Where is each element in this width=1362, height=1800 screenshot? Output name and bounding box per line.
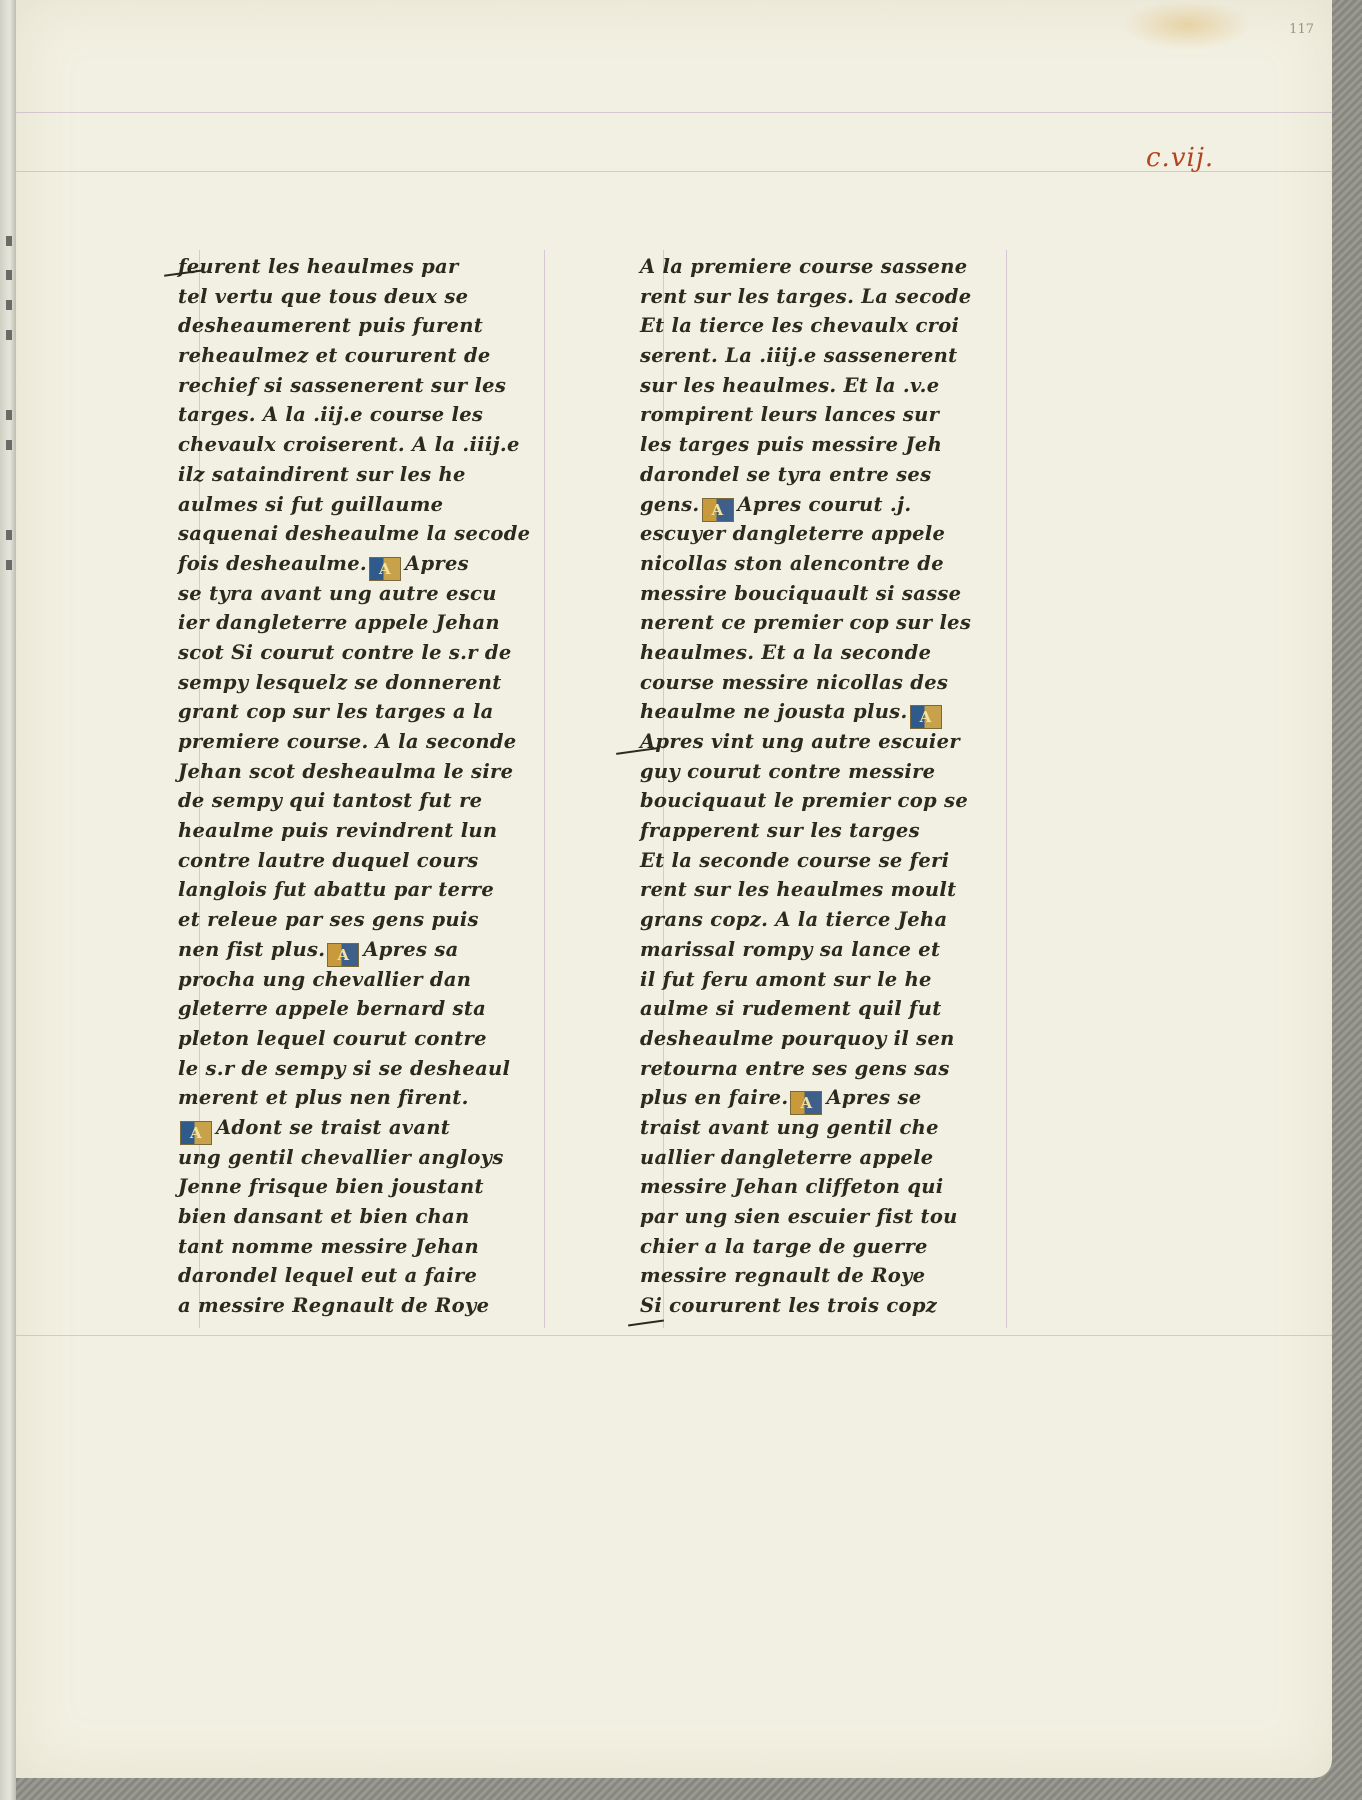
decorated-initial: A — [910, 705, 942, 729]
leaf-edge-mark — [6, 410, 12, 420]
text-line — [640, 1113, 1000, 1143]
line-text: saquenai desheaulme la secode — [178, 522, 531, 546]
leaf-edge-mark — [6, 560, 12, 570]
text-line — [178, 282, 538, 312]
text-line — [178, 490, 538, 520]
text-line — [640, 965, 1000, 995]
line-text: il fut feru amont sur le he — [640, 967, 932, 991]
text-line — [178, 1172, 538, 1202]
ruling-line — [544, 250, 545, 1328]
text-line — [640, 935, 1000, 965]
line-text: aulme si rudement quil fut — [640, 997, 942, 1021]
text-line — [640, 1202, 1000, 1232]
text-line — [640, 341, 1000, 371]
line-text: contre lautre duquel cours — [178, 848, 479, 872]
line-text: nicollas ston alencontre de — [640, 551, 944, 575]
line-text: nerent ce premier cop sur les — [640, 611, 972, 635]
line-text: ung gentil chevallier angloys — [178, 1145, 504, 1169]
text-line — [178, 400, 538, 430]
text-line — [178, 1054, 538, 1084]
ruling-line — [16, 171, 1332, 172]
text-line — [640, 668, 1000, 698]
line-text: marissal rompy sa lance et — [640, 937, 941, 961]
leaf-edge-mark — [6, 530, 12, 540]
text-line — [178, 1143, 538, 1173]
text-line — [640, 757, 1000, 787]
text-line — [178, 1232, 538, 1262]
leaf-edge-mark — [6, 270, 12, 280]
ruling-line — [16, 1335, 1332, 1336]
text-line — [640, 579, 1000, 609]
line-text: plus en faire. — [640, 1086, 789, 1110]
text-line — [640, 549, 1000, 579]
leaf-edge-mark — [6, 330, 12, 340]
leaf-edge-mark — [6, 440, 12, 450]
line-text: tel vertu que tous deux se — [178, 284, 469, 308]
text-line — [178, 1113, 538, 1143]
decorated-initial: A — [702, 498, 734, 522]
line-text: ilz sataindirent sur les he — [178, 462, 466, 486]
line-text: Si coururent les trois copz — [640, 1294, 938, 1318]
line-text: grant cop sur les targes a la — [178, 700, 494, 724]
line-text: guy courut contre messire — [640, 759, 936, 783]
text-line — [640, 786, 1000, 816]
line-text: sempy lesquelz se donnerent — [178, 670, 502, 694]
text-line — [640, 1083, 1000, 1113]
leaf-edge-mark — [6, 300, 12, 310]
line-text: messire Jehan cliffeton qui — [640, 1175, 944, 1199]
text-line — [178, 519, 538, 549]
line-text: tant nomme messire Jehan — [178, 1234, 479, 1258]
text-line — [178, 846, 538, 876]
line-text: heaulmes. Et a la seconde — [640, 640, 932, 664]
line-text: Apres vint ung autre escuier — [640, 730, 960, 753]
line-text: frapperent sur les targes — [640, 819, 920, 843]
text-line — [640, 608, 1000, 638]
text-line — [640, 490, 1000, 520]
text-column-left — [178, 252, 538, 1321]
line-text: uallier dangleterre appele — [640, 1145, 934, 1169]
text-line — [178, 252, 538, 282]
text-line — [640, 1232, 1000, 1262]
line-text: Jehan scot desheaulma le sire — [178, 759, 514, 783]
text-line — [640, 816, 1000, 846]
line-text: rechief si sassenerent sur les — [178, 373, 507, 397]
text-line — [640, 252, 1000, 282]
line-text: scot Si courut contre le s.r de — [178, 640, 512, 664]
line-text: desheaulme pourquoy il sen — [640, 1026, 955, 1050]
text-line — [640, 846, 1000, 876]
line-text: les targes puis messire Jeh — [640, 433, 943, 457]
text-line — [178, 371, 538, 401]
text-line — [178, 430, 538, 460]
text-line — [178, 638, 538, 668]
decorated-initial: A — [369, 557, 401, 581]
line-text: gleterre appele bernard sta — [178, 997, 487, 1021]
line-text: de sempy qui tantost fut re — [178, 789, 483, 813]
line-text: heaulme ne jousta plus. — [640, 700, 908, 724]
line-text: merent et plus nen firent. — [178, 1086, 469, 1110]
text-line — [640, 994, 1000, 1024]
line-text: nen fist plus. — [178, 937, 326, 961]
line-text: serent. La .iiij.e sassenerent — [640, 344, 958, 368]
line-text-after-initial: Apres courut .j. — [737, 492, 912, 516]
text-column-right — [640, 252, 1000, 1321]
text-line — [640, 875, 1000, 905]
line-text: bien dansant et bien chan — [178, 1205, 470, 1228]
text-line — [640, 638, 1000, 668]
folio-pencil-number: 117 — [1289, 22, 1314, 37]
line-text: messire bouciquault si sasse — [640, 581, 962, 605]
text-line — [640, 400, 1000, 430]
text-line — [178, 965, 538, 995]
adjacent-leaf-edge — [0, 0, 16, 1800]
water-stain — [1122, 0, 1252, 50]
line-text: procha ung chevallier dan — [178, 967, 472, 991]
text-line — [178, 1261, 538, 1291]
line-text: chevaulx croiserent. A la .iiij.e — [178, 433, 520, 457]
text-line — [178, 816, 538, 846]
text-line — [640, 282, 1000, 312]
text-line — [178, 579, 538, 609]
text-line — [178, 341, 538, 371]
text-line — [178, 1291, 538, 1321]
line-text-after-initial: Adont se traist avant — [216, 1115, 451, 1139]
line-text: gens. — [640, 492, 700, 516]
line-text: bouciquaut le premier cop se — [640, 789, 969, 813]
line-text: rompirent leurs lances sur — [640, 403, 940, 427]
line-text-after-initial: Apres — [405, 551, 469, 575]
line-text: chier a la targe de guerre — [640, 1234, 928, 1258]
line-text: Et la seconde course se feri — [640, 848, 950, 872]
line-text: langlois fut abattu par terre — [178, 878, 495, 902]
text-line — [178, 1024, 538, 1054]
line-text: rent sur les targes. La secode — [640, 284, 972, 308]
line-text: rent sur les heaulmes moult — [640, 878, 957, 902]
text-line — [178, 668, 538, 698]
text-line — [640, 1024, 1000, 1054]
line-text: targes. A la .iij.e course les — [178, 403, 484, 427]
line-text: heaulme puis revindrent lun — [178, 819, 498, 843]
text-line — [178, 994, 538, 1024]
text-line — [178, 460, 538, 490]
text-line — [640, 460, 1000, 490]
text-line — [640, 1172, 1000, 1202]
text-line — [178, 549, 538, 579]
decorated-initial: A — [790, 1091, 822, 1115]
line-text: sur les heaulmes. Et la .v.e — [640, 373, 940, 397]
text-line — [178, 875, 538, 905]
line-text: Jenne frisque bien joustant — [178, 1175, 484, 1199]
line-text: a messire Regnault de Roye — [178, 1294, 490, 1318]
line-text: darondel se tyra entre ses — [640, 462, 932, 486]
text-line — [640, 697, 1000, 727]
line-text: Et la tierce les chevaulx croi — [640, 314, 960, 338]
line-text: A la premiere course sassene — [640, 255, 968, 278]
text-line — [640, 1054, 1000, 1084]
line-text: se tyra avant ung autre escu — [178, 581, 497, 605]
decorated-initial: A — [327, 943, 359, 967]
line-text: le s.r de sempy si se desheaul — [178, 1056, 511, 1080]
line-text: par ung sien escuier fist tou — [640, 1205, 958, 1228]
text-line — [640, 1143, 1000, 1173]
text-line — [640, 311, 1000, 341]
line-text: fois desheaulme. — [178, 551, 368, 575]
line-text: course messire nicollas des — [640, 670, 949, 694]
text-line — [178, 1202, 538, 1232]
text-line — [178, 311, 538, 341]
text-line — [640, 727, 1000, 757]
line-text: escuyer dangleterre appele — [640, 522, 946, 546]
running-head: c.vij. — [1146, 143, 1215, 173]
line-text: pleton lequel courut contre — [178, 1026, 487, 1050]
line-text: premiere course. A la seconde — [178, 730, 517, 753]
leaf-edge-mark — [6, 236, 12, 246]
line-text: traist avant ung gentil che — [640, 1115, 939, 1139]
line-text: aulmes si fut guillaume — [178, 492, 444, 516]
text-line — [640, 519, 1000, 549]
line-text: retourna entre ses gens sas — [640, 1056, 950, 1080]
line-text: messire regnault de Roye — [640, 1264, 926, 1288]
text-line — [178, 1083, 538, 1113]
text-line — [640, 1291, 1000, 1321]
text-line — [178, 697, 538, 727]
line-text: et releue par ses gens puis — [178, 908, 479, 932]
line-text: reheaulmez et coururent de — [178, 344, 491, 368]
text-line — [178, 905, 538, 935]
text-line — [178, 757, 538, 787]
line-text: desheaumerent puis furent — [178, 314, 484, 338]
line-text-after-initial: Apres se — [826, 1086, 922, 1110]
ruling-line — [1006, 250, 1007, 1328]
ruling-line — [16, 112, 1332, 113]
line-text: ier dangleterre appele Jehan — [178, 611, 500, 635]
text-line — [640, 1261, 1000, 1291]
decorated-initial: A — [180, 1121, 212, 1145]
line-text: feurent les heaulmes par — [178, 255, 459, 278]
text-line — [640, 371, 1000, 401]
line-text: darondel lequel eut a faire — [178, 1264, 478, 1288]
text-line — [178, 727, 538, 757]
text-line — [178, 935, 538, 965]
text-line — [640, 430, 1000, 460]
line-text-after-initial: Apres sa — [363, 937, 459, 961]
text-line — [178, 786, 538, 816]
text-line — [640, 905, 1000, 935]
line-text: grans copz. A la tierce Jeha — [640, 908, 948, 932]
text-line — [178, 608, 538, 638]
